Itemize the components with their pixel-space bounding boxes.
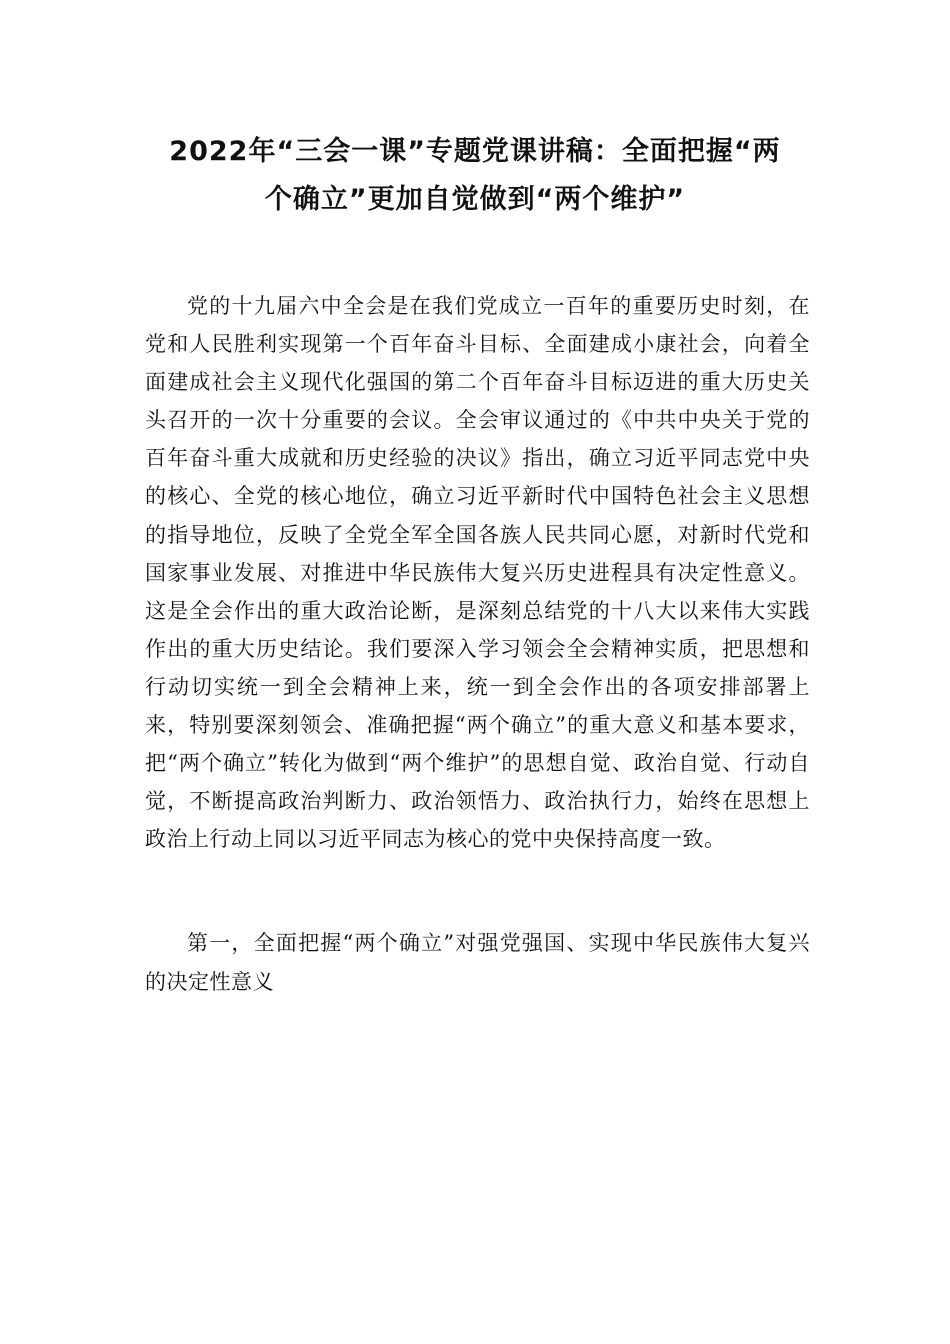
document-title	[130, 128, 820, 224]
title-line-1: 2022年“三会一课”专题党课讲稿：全面把握“两	[169, 136, 781, 167]
body-paragraph: 党的十九届六中全会是在我们党成立一百年的重要历史时刻，在党和人民胜利实现第一个百年奋斗目标、全面建成小康社会，向着全面建成社会主义现代化强国的第二个百年奋斗目标迈进的重大历史关头召开的一次十分重要的会议。全会审议通过的《中共中央关于党的百年奋斗重大成就和历史经验的决议》指出，确立习近平同志党中央的核心、全党的核心地位，确立习近平新时代中国特色社会主义思想的指导地位，反映了全党全军全国各族人民共同心愿，对新时代党和国家事业发展、对推进中华民族伟大复兴历史进程具有决定性意义。这是全会作出的重大政治论断，是深刻总结党的十八大以来伟大实践作出的重大历史结论。我们要深入学习领会全会精神实质，把思想和行动切实统一到全会精神上来，统一到全会作出的各项安排部署上来，特别要深刻领会、准确把握“两个确立”的重大意义和基本要求，把“两个确立”转化为做到“两个维护”的思想自觉、政治自觉、行动自觉，不断提高政治判断力、政治领悟力、政治执行力，始终在思想上政治上行动上同以习近平同志为核心的党中央保持高度一致。	[145, 294, 810, 852]
section-heading: 第一，全面把握“两个确立”对强党强国、实现中华民族伟大复兴的决定性意义	[145, 931, 810, 994]
title-line-2: 个确立”更加自觉做到“两个维护”	[264, 184, 686, 215]
document-body	[145, 287, 810, 1001]
